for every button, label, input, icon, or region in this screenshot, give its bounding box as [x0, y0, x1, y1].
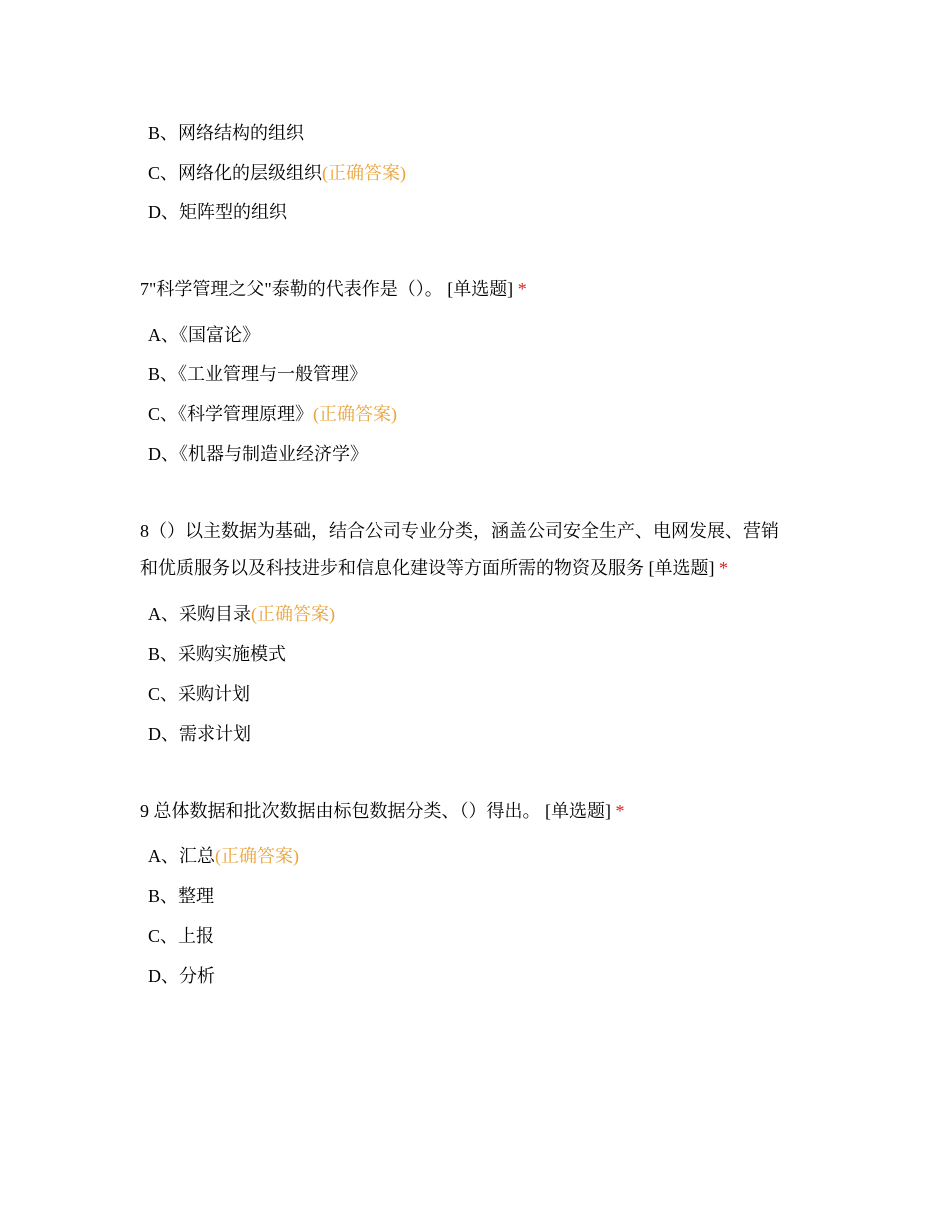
question-text: 7"科学管理之父"泰勒的代表作是（）。 [单选题] — [140, 279, 518, 299]
correct-answer-tag: (正确答案) — [215, 846, 299, 866]
option-item — [148, 323, 260, 347]
option-item — [148, 682, 250, 706]
question-title — [140, 799, 625, 823]
option-text: C、采购计划 — [148, 684, 251, 704]
option-item — [148, 924, 214, 948]
correct-answer-tag: (正确答案) — [313, 404, 398, 424]
option-text: B、采购实施模式 — [148, 644, 287, 664]
required-marker: * — [719, 558, 728, 578]
required-marker: * — [615, 801, 625, 821]
option-item — [148, 964, 215, 988]
option-text: C、网络化的层级组织 — [148, 163, 323, 183]
question-text: 8（）以主数据为基础，结合公司专业分类，涵盖公司安全生产、电网发展、营销 — [140, 521, 779, 541]
option-item — [148, 884, 214, 908]
option-item — [148, 642, 286, 666]
option-text: D、需求计划 — [148, 724, 251, 744]
option-text: B、整理 — [148, 886, 215, 906]
option-item — [148, 844, 299, 868]
option-item — [148, 442, 368, 466]
option-text: B、网络结构的组织 — [148, 123, 305, 143]
option-item — [148, 722, 251, 746]
option-item — [148, 362, 367, 386]
question-text: 9 总体数据和批次数据由标包数据分类、（）得出。 [单选题] — [140, 801, 616, 821]
option-item — [148, 200, 287, 224]
option-item — [148, 602, 335, 626]
question-title — [140, 519, 779, 543]
option-text: D、《机器与制造业经济学》 — [148, 444, 368, 464]
option-item — [148, 121, 304, 145]
option-text: D、分析 — [148, 966, 215, 986]
question-title — [140, 277, 527, 301]
question-title-continued — [140, 556, 728, 580]
option-item — [148, 402, 397, 426]
question-text: 和优质服务以及科技进步和信息化建设等方面所需的物资及服务 [单选题] — [140, 558, 719, 578]
option-text: C、《科学管理原理》 — [148, 404, 314, 424]
option-text: B、《工业管理与一般管理》 — [148, 364, 368, 384]
required-marker: * — [517, 279, 527, 299]
option-text: A、汇总 — [148, 846, 215, 866]
option-text: D、矩阵型的组织 — [148, 202, 287, 222]
option-item — [148, 161, 406, 185]
correct-answer-tag: (正确答案) — [251, 604, 335, 624]
option-text: A、《国富论》 — [148, 325, 260, 345]
option-text: A、采购目录 — [148, 604, 251, 624]
option-text: C、上报 — [148, 926, 215, 946]
correct-answer-tag: (正确答案) — [322, 163, 407, 183]
